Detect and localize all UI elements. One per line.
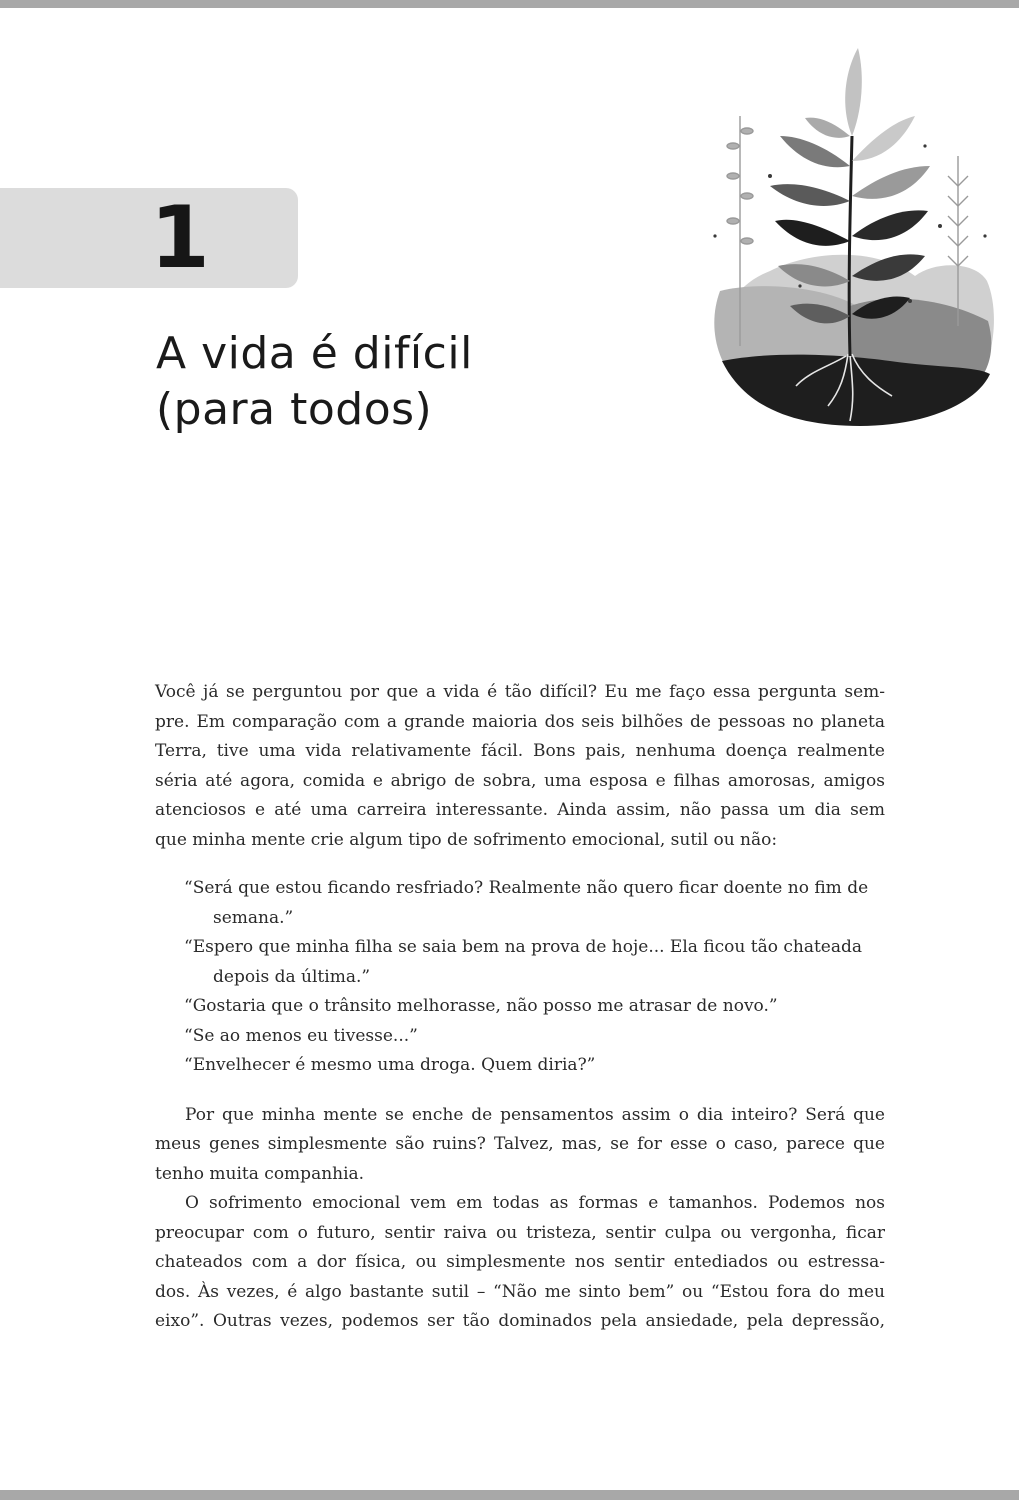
intro-paragraph bbox=[155, 678, 885, 855]
chapter-title-line-1: A vida é difícil bbox=[156, 328, 473, 379]
paragraph-3 bbox=[155, 1189, 885, 1337]
quote-item: “Se ao menos eu tivesse...” bbox=[184, 1025, 418, 1046]
text-line: que minha mente crie algum tipo de sofrimento emocional, sutil ou não: bbox=[155, 829, 778, 850]
text-line: dos. Às vezes, é algo bastante sutil – “Não me sinto bem” ou “Estou fora do meu bbox=[155, 1281, 885, 1302]
chapter-number-tab bbox=[0, 188, 298, 288]
quote-item: “Espero que minha filha se saia bem na prova de hoje... Ela ficou tão chateada depois da última.” bbox=[184, 937, 863, 987]
paragraph-2: Por que minha mente se enche de pensamentos assim o dia inteiro? Será que meus genes simplesmente são ruins? Talvez, mas, se for esse o caso, parece que tenho muita companhia. bbox=[155, 1104, 885, 1184]
quote-list bbox=[184, 874, 885, 1081]
chapter-number: 1 bbox=[150, 188, 210, 288]
quote-item: “Gostaria que o trânsito melhorasse, não posso me atrasar de novo.” bbox=[184, 996, 778, 1016]
text-line: atenciosos e até uma carreira interessante. Ainda assim, não passa um dia sem bbox=[155, 800, 885, 820]
text-line: pre. Em comparação com a grande maioria dos seis bilhões de pessoas no planeta bbox=[155, 711, 885, 732]
text-line: Terra, tive uma vida relativamente fácil. Bons pais, nenhuma doença realmente bbox=[155, 741, 885, 761]
text-line: O sofrimento emocional vem em todas as formas e tamanhos. Podemos nos bbox=[185, 1193, 885, 1213]
quote-item: “Envelhecer é mesmo uma droga. Quem diria?” bbox=[184, 1055, 596, 1075]
text-line: séria até agora, comida e abrigo de sobra, uma esposa e filhas amorosas, amigos bbox=[155, 770, 885, 791]
book-page bbox=[0, 8, 1019, 1490]
text-line: eixo”. Outras vezes, podemos ser tão dominados pela ansiedade, pela depressão, bbox=[155, 1311, 885, 1331]
chapter-title-line-2: (para todos) bbox=[156, 384, 433, 435]
quote-item: “Será que estou ficando resfriado? Realmente não quero ficar doente no fim de semana.” bbox=[184, 878, 869, 928]
body-text bbox=[155, 678, 885, 1337]
chapter-title bbox=[156, 326, 473, 438]
text-line: chateados com a dor física, ou simplesmente nos sentir entediados ou estressa- bbox=[155, 1252, 885, 1272]
text-line: preocupar com o futuro, sentir raiva ou tristeza, sentir culpa ou vergonha, ficar bbox=[155, 1222, 885, 1243]
plant-illustration-icon bbox=[700, 36, 1000, 431]
text-line: Você já se perguntou por que a vida é tão difícil? Eu me faço essa pergunta sem- bbox=[155, 682, 885, 702]
